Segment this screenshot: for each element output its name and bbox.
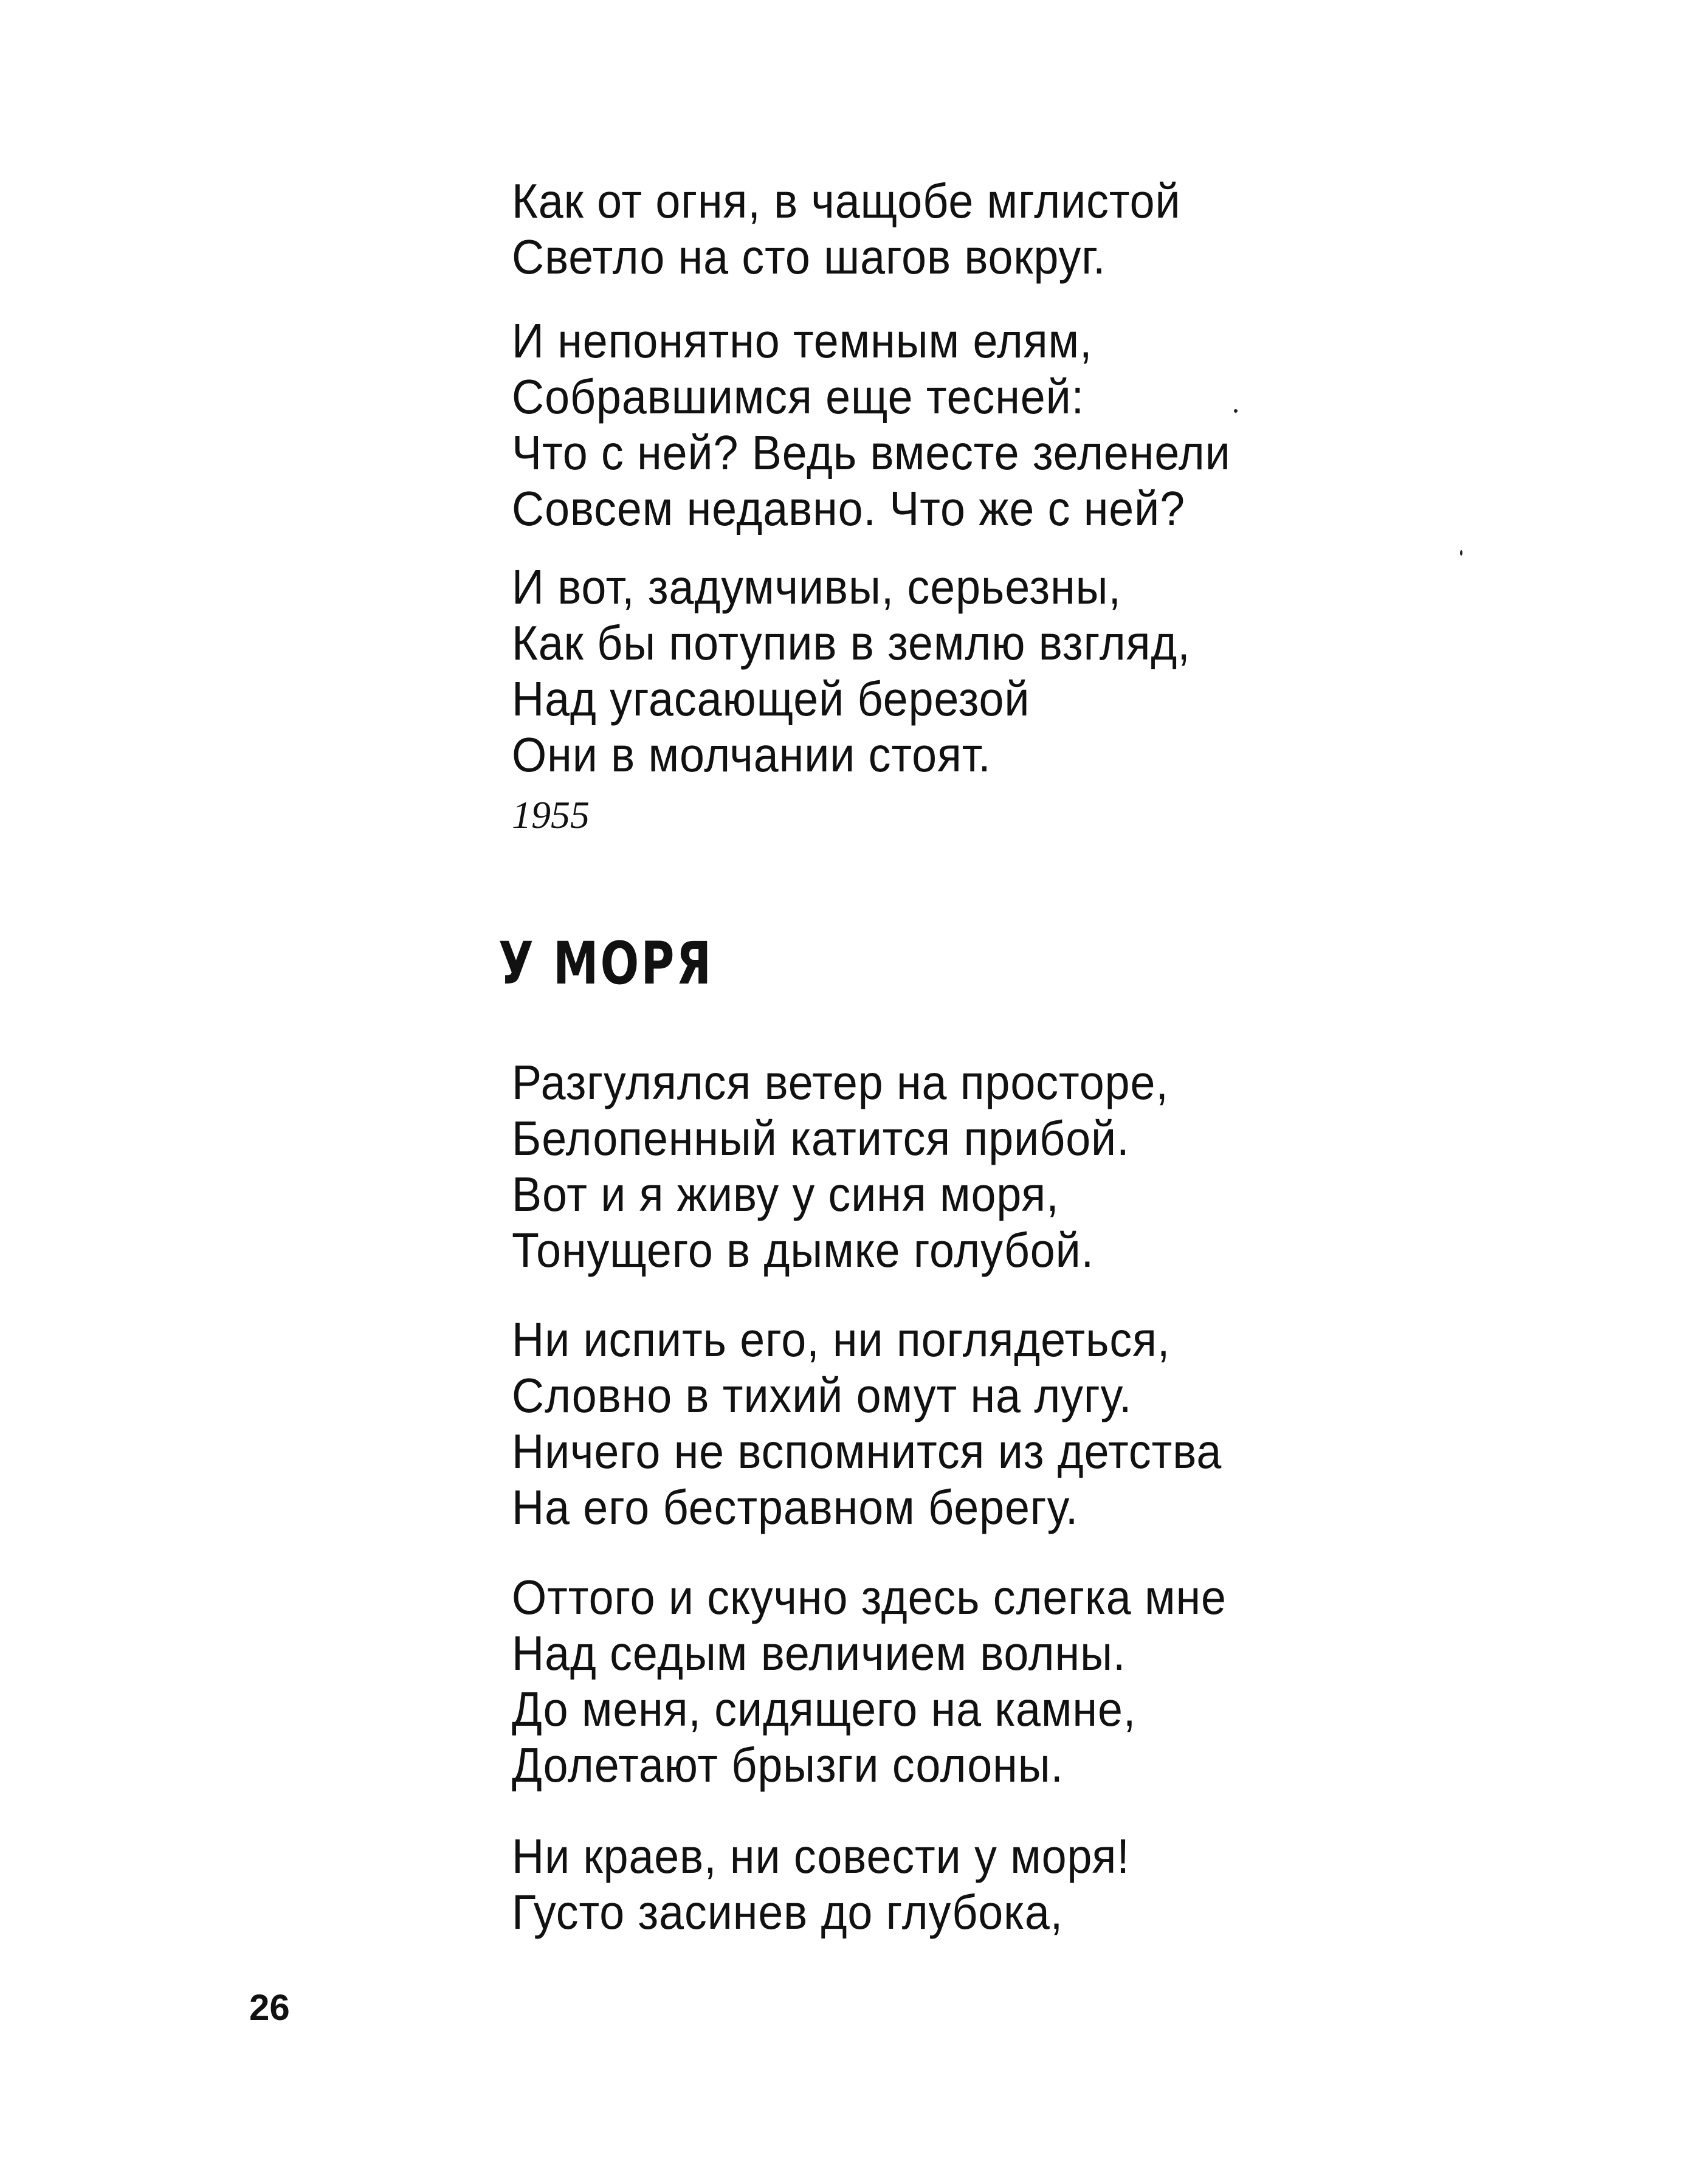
poem-line: Вот и я живу у синя моря, (512, 1167, 1059, 1221)
scan-speck (1460, 550, 1462, 556)
poem-line: Словно в тихий омут на лугу. (512, 1368, 1132, 1422)
poem-line: Густо засинев до глубока, (512, 1885, 1064, 1939)
scan-speck (1234, 409, 1238, 413)
poem-line: Над седым величием волны. (512, 1626, 1126, 1680)
poem-line: Оттого и скучно здесь слегка мне (512, 1570, 1227, 1624)
poem-line: Долетают брызги солоны. (512, 1738, 1064, 1792)
poem-line: Ничего не вспомнится из детства (512, 1424, 1222, 1478)
poem-line: Как от огня, в чащобе мглистой (512, 174, 1181, 228)
poem-line: Совсем недавно. Что же с ней? (512, 481, 1186, 536)
stanza (512, 313, 1363, 537)
poem-line: Ни испить его, ни поглядеться, (512, 1312, 1171, 1366)
poem-line: Как бы потупив в землю взгляд, (512, 616, 1191, 670)
stanza (512, 1055, 1363, 1278)
poem-line: Собравшимся еще тесней: (512, 370, 1085, 424)
poem-line: Они в молчании стоят. (512, 728, 991, 782)
stanza (512, 1828, 1363, 1940)
poem-line: На его бестравном берегу. (512, 1480, 1079, 1534)
poem-title: У МОРЯ (498, 929, 714, 998)
poem-line: Белопенный катится прибой. (512, 1111, 1130, 1165)
stanza (512, 173, 1363, 285)
poem-line: До меня, сидящего на камне, (512, 1682, 1137, 1736)
poem-line: И непонятно темным елям, (512, 314, 1093, 368)
stanza (512, 1312, 1363, 1535)
poem-line: Тонущего в дымке голубой. (512, 1223, 1095, 1277)
poem-line: Ни краев, ни совести у моря! (512, 1829, 1130, 1883)
poem-line: Разгулялся ветер на просторе, (512, 1055, 1169, 1109)
poem-line: И вот, задумчивы, серьезны, (512, 560, 1121, 614)
stanza (512, 1570, 1363, 1793)
poem-line: Светло на сто шагов вокруг. (512, 230, 1106, 284)
page-number: 26 (249, 1987, 290, 2028)
stanza (512, 559, 1363, 783)
poem-date: 1955 (512, 793, 590, 836)
poem-line: Что с ней? Ведь вместе зеленели (512, 426, 1231, 480)
poem-line: Над угасающей березой (512, 672, 1030, 726)
